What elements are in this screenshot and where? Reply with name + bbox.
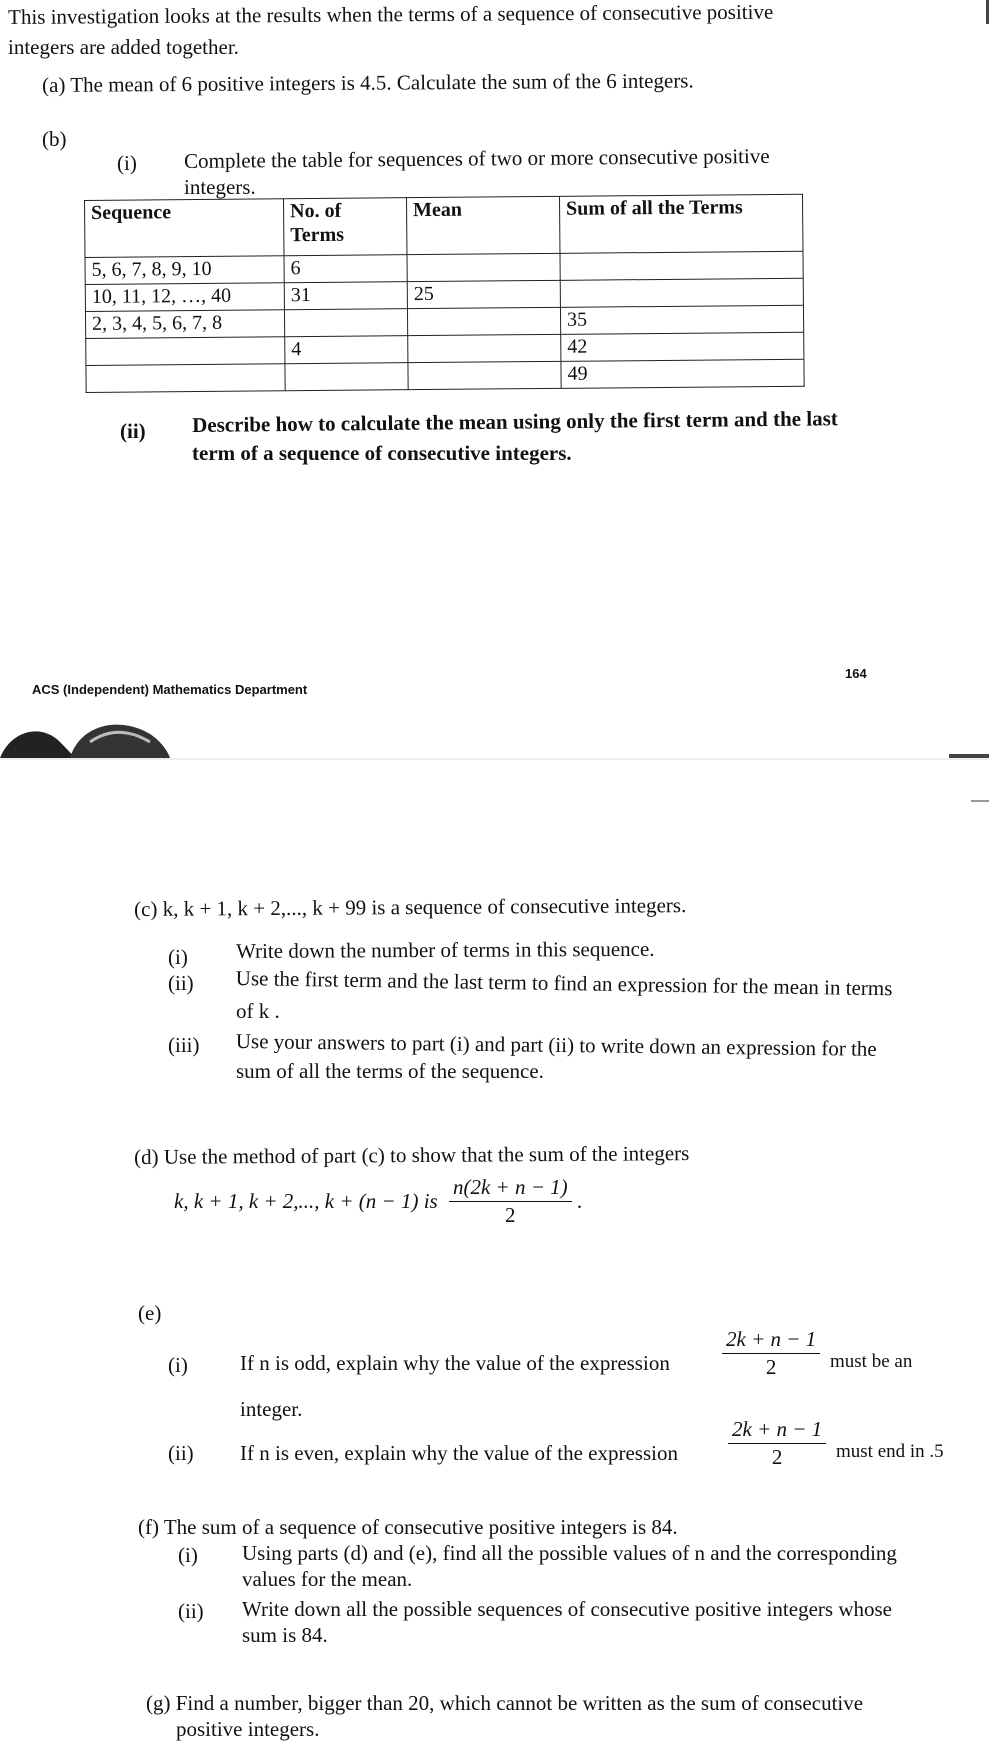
part-e-i-tail: must be an (830, 1351, 913, 1372)
part-a-question: (a) The mean of 6 positive integers is 4.5. Calculate the sum of the 6 integers. (42, 68, 694, 97)
part-e-ii-fraction: $\frac{2k + n - 1}{2}$ (728, 1416, 826, 1471)
part-e-i-fraction: $\frac{2k + n - 1}{2}$ (722, 1326, 820, 1381)
header-no-of-terms: No. of Terms (283, 198, 406, 256)
header-sequence: Sequence (85, 199, 284, 258)
part-f-ii-line-1: Write down all the possible sequences of consecutive positive integers whose (242, 1597, 892, 1621)
part-d-sequence: k, k + 1, k + 2,..., k + (n − 1) is (174, 1189, 438, 1213)
part-f-i-label: (i) (178, 1543, 198, 1567)
part-b-ii-line-1: Describe how to calculate the mean using only the first term and the last (192, 406, 838, 437)
footer-department: ACS (Independent) Mathematics Department (32, 682, 308, 697)
part-f-i-line-1: Using parts (d) and (e), find all the possible values of n and the corresponding (242, 1541, 897, 1565)
part-f-i-line-2: values for the mean. (242, 1567, 413, 1591)
table-cell: 35 (560, 305, 803, 334)
table-cell (407, 307, 560, 335)
part-c-iii-line-2: sum of all the terms of the sequence. (236, 1059, 544, 1083)
table-header-row (85, 194, 803, 257)
table-cell: 10, 11, 12, …, 40 (85, 283, 284, 312)
part-c-ii-label: (ii) (168, 971, 194, 995)
table-cell (284, 309, 407, 337)
part-c-lead: (c) k, k + 1, k + 2,..., k + 99 is a sequence of consecutive integers. (134, 893, 687, 921)
intro-line-1: This investigation looks at the results when the terms of a sequence of consecutive positive (8, 0, 774, 29)
table-cell (560, 278, 803, 307)
table-cell (407, 253, 560, 281)
part-b-label: (b) (42, 127, 67, 151)
part-e-i-line-2: integer. (240, 1397, 303, 1421)
part-e-ii-text: If n is even, explain why the value of the expression (240, 1441, 678, 1465)
table-cell (408, 361, 561, 389)
part-g-line-2: positive integers. (176, 1717, 320, 1741)
part-e-i-text: If n is odd, explain why the value of the expression (240, 1351, 670, 1375)
sequence-table (84, 194, 805, 393)
part-c-iii-label: (iii) (168, 1033, 200, 1057)
table-cell: 49 (561, 359, 804, 388)
table-cell (285, 363, 408, 391)
part-e-label: (e) (138, 1301, 162, 1325)
school-logo-icon (0, 712, 170, 758)
part-f-ii-line-2: sum is 84. (242, 1623, 328, 1647)
header-sum: Sum of all the Terms (559, 194, 802, 253)
table-cell (560, 251, 803, 280)
table-cell (86, 364, 285, 393)
part-g-line-1: (g) Find a number, bigger than 20, which cannot be written as the sum of consecutive (146, 1691, 864, 1715)
part-b-ii-label: (ii) (120, 419, 146, 443)
part-d-fraction: $\frac{n(2k + n - 1)}{2}$ (449, 1174, 572, 1229)
table-row (86, 359, 804, 392)
table-cell: 31 (284, 282, 407, 310)
table-cell: 4 (285, 336, 408, 364)
page-top (0, 0, 989, 760)
table-cell (408, 334, 561, 362)
part-f-ii-label: (ii) (178, 1599, 204, 1623)
page-edge-mark (971, 800, 989, 802)
footer-page-number: 164 (845, 666, 867, 681)
table-cell (86, 337, 285, 366)
part-e-ii-label: (ii) (168, 1441, 194, 1465)
part-c-iii-line-1: Use your answers to part (i) and part (ii) to write down an expression for the (235, 1029, 877, 1061)
table-cell: 42 (561, 332, 804, 361)
part-d-formula: k, k + 1, k + 2,..., k + (n − 1) is $\frac{n(2k + n - 1)}{2}$ . (174, 1175, 583, 1227)
table-cell: 6 (284, 255, 407, 283)
part-b-i-line-1: Complete the table for sequences of two or more consecutive positive (184, 143, 770, 173)
part-c-i-text: Write down the number of terms in this sequence. (236, 936, 655, 963)
part-c-ii-line-1: Use the first term and the last term to find an expression for the mean in terms (235, 965, 893, 1001)
part-b-i-line-2: integers. (184, 175, 256, 199)
part-f-lead: (f) The sum of a sequence of consecutive positive integers is 84. (138, 1515, 678, 1539)
table-cell: 2, 3, 4, 5, 6, 7, 8 (85, 310, 284, 339)
intro-line-2: integers are added together. (8, 35, 239, 59)
part-e-i-label: (i) (168, 1353, 188, 1377)
page-bottom (0, 760, 989, 1760)
part-c-i-label: (i) (168, 945, 188, 969)
table-cell: 25 (407, 280, 560, 308)
part-d-line-1: (d) Use the method of part (c) to show that the sum of the integers (134, 1141, 690, 1169)
part-b-i-label: (i) (117, 151, 137, 175)
part-e-ii-tail: must end in .5 (836, 1441, 944, 1462)
table-cell: 5, 6, 7, 8, 9, 10 (85, 256, 284, 285)
part-b-ii-line-2: term of a sequence of consecutive integers. (192, 441, 572, 465)
part-c-ii-line-2: of k . (236, 999, 280, 1023)
header-mean: Mean (406, 196, 559, 254)
